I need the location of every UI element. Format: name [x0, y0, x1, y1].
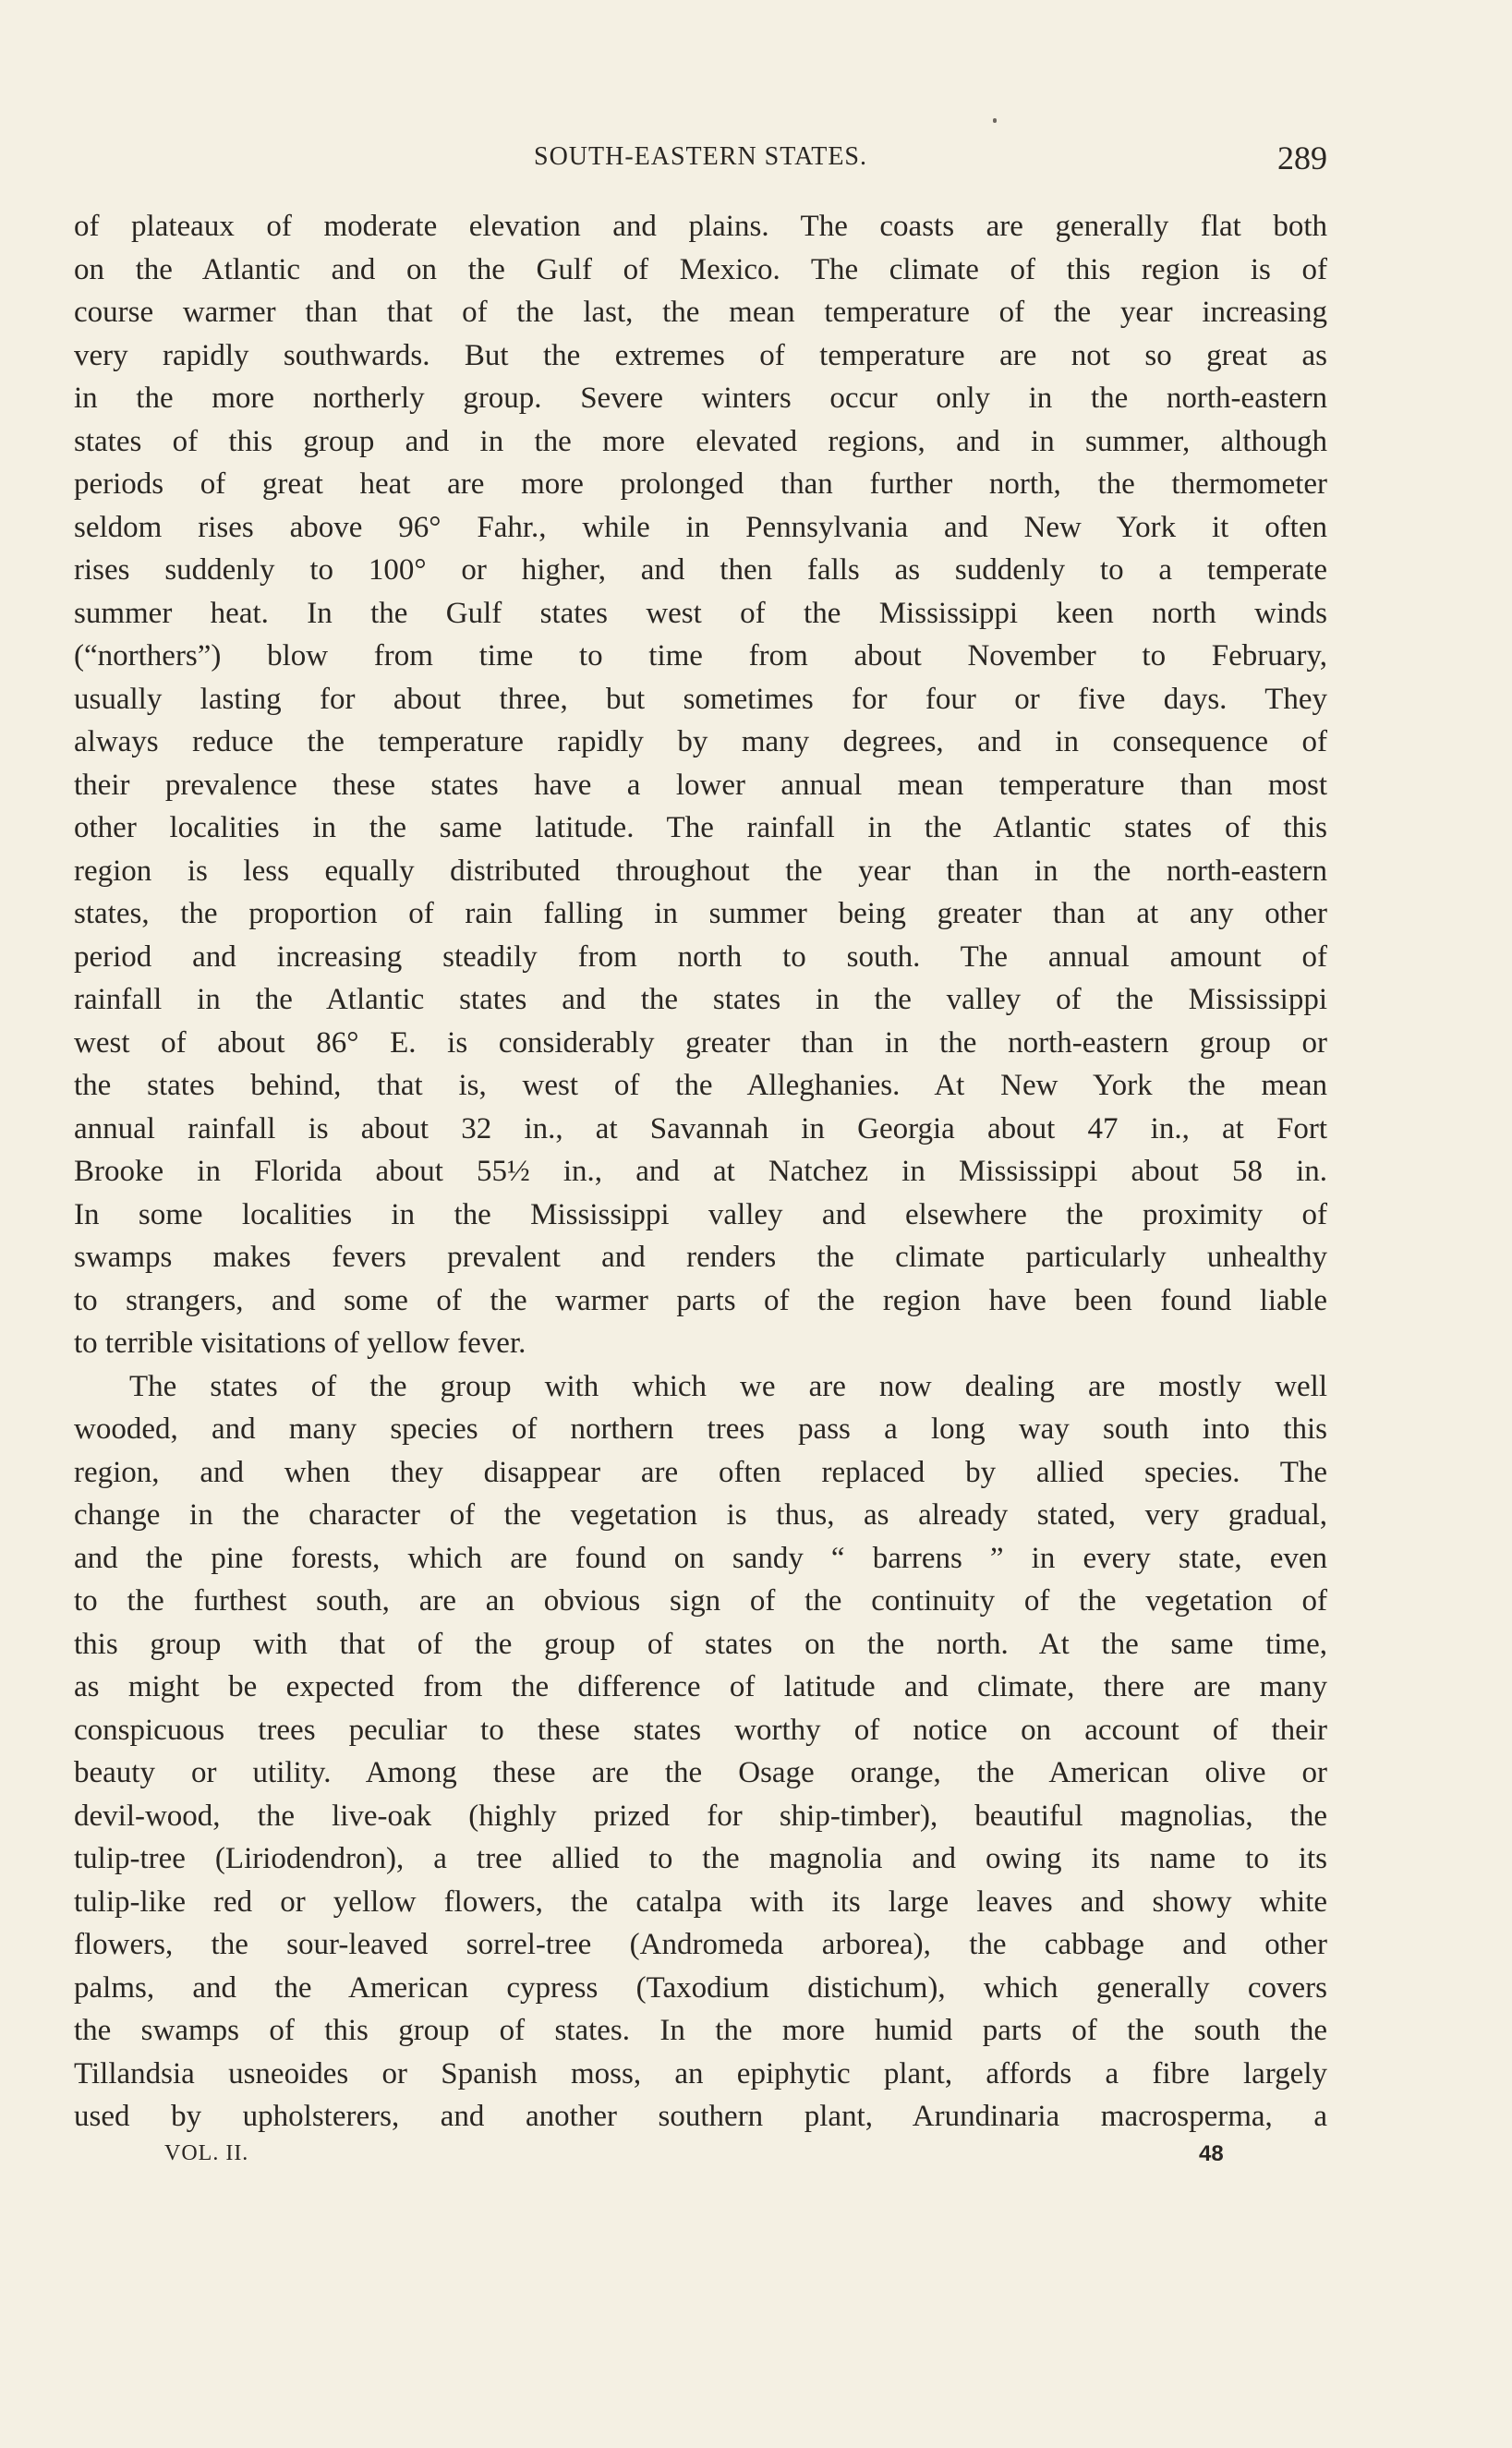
text-line: on the Atlantic and on the Gulf of Mexico. The climate of this region is of — [74, 252, 1327, 286]
text-line: periods of great heat are more prolonged than further north, the thermometer — [74, 467, 1327, 501]
text-line: flowers, the sour-leaved sorrel-tree (Andromeda arborea), the cabbage and other — [74, 1928, 1327, 1961]
text-line: states, the proportion of rain falling in summer being greater than at any other — [74, 897, 1327, 930]
paragraph — [74, 1365, 1327, 2139]
text-line: wooded, and many species of northern trees pass a long way south into this — [74, 1412, 1327, 1446]
text-line: devil-wood, the live-oak (highly prized for ship-timber), beautiful magnolias, the — [74, 1799, 1327, 1833]
text-line: as might be expected from the difference of latitude and climate, there are many — [74, 1670, 1327, 1703]
text-line: Brooke in Florida about 55½ in., and at Natchez in Mississippi about 58 in. — [74, 1155, 1327, 1188]
text-line: course warmer than that of the last, the mean temperature of the year increasing — [74, 296, 1327, 329]
text-line: swamps makes fevers prevalent and renders the climate particularly unhealthy — [74, 1241, 1327, 1274]
text-line: their prevalence these states have a lower annual mean temperature than most — [74, 768, 1327, 802]
text-line: the swamps of this group of states. In the more humid parts of the south the — [74, 2014, 1327, 2047]
text-line: region is less equally distributed throughout the year than in the north-eastern — [74, 854, 1327, 888]
text-line: to the furthest south, are an obvious sign of the continuity of the vegetation of — [74, 1584, 1327, 1618]
text-line: used by upholsterers, and another southern plant, Arundinaria macrosperma, a — [74, 2100, 1327, 2133]
text-line: other localities in the same latitude. The rainfall in the Atlantic states of this — [74, 811, 1327, 844]
text-line: summer heat. In the Gulf states west of the Mississippi keen north winds — [74, 596, 1327, 630]
body-text — [74, 205, 1327, 2139]
page-footer — [74, 2141, 1327, 2173]
text-line: palms, and the American cypress (Taxodium distichum), which generally covers — [74, 1970, 1327, 2005]
text-line: seldom rises above 96° Fahr., while in Pennsylvania and New York it often — [74, 510, 1327, 544]
text-line: to terrible visitations of yellow fever. — [74, 1327, 526, 1360]
ink-speck — [993, 118, 997, 123]
text-line: Tillandsia usneoides or Spanish moss, an epiphytic plant, affords a fibre largely — [74, 2056, 1327, 2090]
text-line: very rapidly southwards. But the extremes of temperature are not so great as — [74, 338, 1327, 372]
paragraph — [74, 205, 1327, 1365]
text-line: tulip-like red or yellow flowers, the catalpa with its large leaves and showy white — [74, 1884, 1327, 1919]
text-line: region, and when they disappear are often replaced by allied species. The — [74, 1455, 1327, 1489]
text-line: the states behind, that is, west of the Alleghanies. At New York the mean — [74, 1069, 1327, 1102]
text-line: of plateaux of moderate elevation and plains. The coasts are generally flat both — [74, 210, 1327, 243]
text-line: period and increasing steadily from north to south. The annual amount of — [74, 939, 1327, 974]
text-line: conspicuous trees peculiar to these states worthy of notice on account of their — [74, 1713, 1327, 1747]
text-line: and the pine forests, which are found on sandy “ barrens ” in every state, even — [74, 1541, 1327, 1575]
text-line: beauty or utility. Among these are the Osage orange, the American olive or — [74, 1756, 1327, 1789]
page-number: 289 — [1277, 139, 1327, 176]
text-line: (“northers”) blow from time to time from about November to February, — [74, 639, 1327, 673]
text-line: this group with that of the group of states on the north. At the same time, — [74, 1627, 1327, 1661]
text-line: tulip-tree (Liriodendron), a tree allied to the magnolia and owing its name to its — [74, 1842, 1327, 1875]
page-header — [74, 139, 1327, 181]
text-line: west of about 86° E. is considerably greater than in the north-eastern group or — [74, 1025, 1327, 1060]
text-line: always reduce the temperature rapidly by many degrees, and in consequence of — [74, 725, 1327, 758]
text-line: usually lasting for about three, but sometimes for four or five days. They — [74, 682, 1327, 716]
text-line: to strangers, and some of the warmer parts of the region have been found liable — [74, 1283, 1327, 1317]
text-line: states of this group and in the more elevated regions, and in summer, although — [74, 424, 1327, 458]
text-line: change in the character of the vegetation is thus, as already stated, very gradual, — [74, 1498, 1327, 1532]
sheet-signature: 48 — [1199, 2141, 1224, 2166]
text-line: annual rainfall is about 32 in., at Savannah in Georgia about 47 in., at Fort — [74, 1111, 1327, 1145]
running-title: SOUTH-EASTERN STATES. — [534, 142, 867, 171]
text-line: In some localities in the Mississippi valley and elsewhere the proximity of — [74, 1197, 1327, 1231]
text-line: rainfall in the Atlantic states and the states in the valley of the Mississippi — [74, 983, 1327, 1016]
volume-signature: VOL. II. — [164, 2141, 249, 2165]
text-line: The states of the group with which we are now dealing are mostly well — [129, 1369, 1327, 1403]
text-line: in the more northerly group. Severe winters occur only in the north-eastern — [74, 382, 1327, 415]
text-line: rises suddenly to 100° or higher, and then falls as suddenly to a temperate — [74, 553, 1327, 587]
